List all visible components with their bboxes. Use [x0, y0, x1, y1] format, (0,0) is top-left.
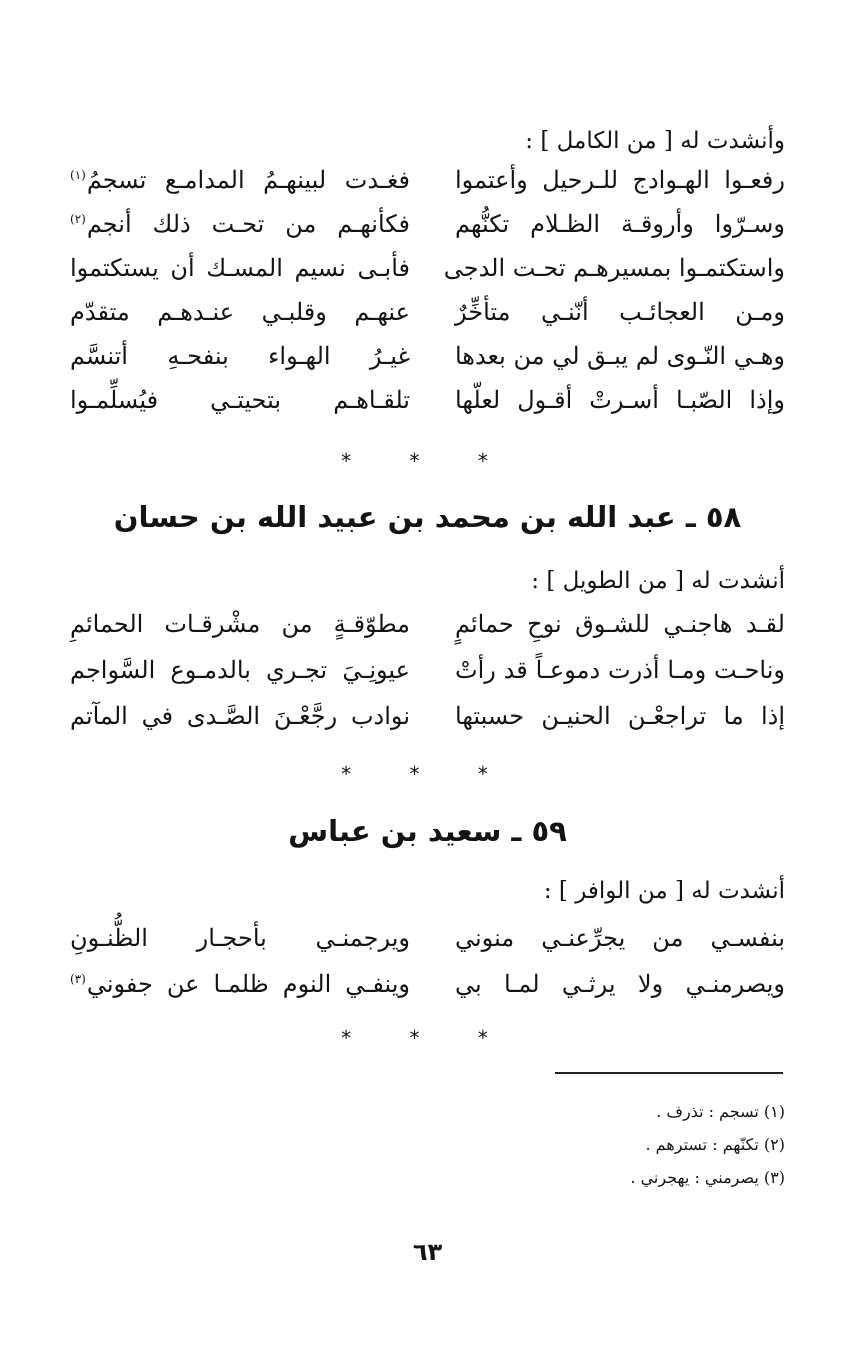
poem-intro: أنشدت له [ من الطويل ] : — [531, 568, 785, 594]
footnote-rule — [555, 1072, 783, 1074]
section-heading: ٥٩ ـ سعيد بن عباس — [288, 814, 567, 848]
verse-first-hemistich: وناحـت ومـا أذرت دموعـاً قد رأتْ — [455, 655, 785, 684]
section-heading: ٥٨ ـ عبد الله بن محمد بن عبيد الله بن حسان — [113, 500, 742, 534]
poem-intro: أنشدت له [ من الوافر ] : — [543, 878, 785, 904]
verse-second-hemistich — [70, 166, 410, 194]
section-separator: * * * — [341, 449, 514, 473]
verse-first-hemistich: إذا ما تراجعْـن الحنيـن حسبتها — [455, 701, 785, 730]
footnote-marker: (٢) — [70, 212, 86, 226]
verse-second-hemistich: عنهـم وقلبـي عنـدهـم متقدّم — [70, 298, 410, 326]
verse-line — [70, 914, 785, 961]
footnote-marker: (١) — [70, 168, 86, 182]
verse-first-hemistich: وهـي النّـوى لم يبـق لي من بعدها — [454, 342, 785, 370]
verse-first-hemistich: رفعـوا الهـوادج للـرحيل وأعتموا — [455, 166, 785, 194]
verse-line — [70, 600, 785, 647]
verse-first-hemistich: وإذا الصّبـا أسـرتْ أقـول لعلّها — [455, 386, 785, 414]
verse-line — [70, 692, 785, 739]
verse-line — [70, 158, 785, 202]
verse-second-hemistich: تلقـاهـم بتحيتـي فيُسلِّمـوا — [70, 386, 410, 414]
section-separator: * * * — [341, 762, 514, 786]
verse-second-hemistich: فأبـى نسيم المسـك أن يستكتموا — [70, 254, 410, 282]
footnote: (١) تسجم : تذرف . — [656, 1102, 785, 1121]
verse-second-hemistich: نوادب رجَّعْـنَ الصَّـدى في المآتم — [70, 701, 410, 730]
verse-second-text: فكأنهـم من تحـت ذلك أنجم — [86, 210, 410, 238]
verse-line — [70, 960, 785, 1007]
footnote: (٣) يصرمني : يهجرني . — [630, 1168, 785, 1187]
page-number: ٦٣ — [412, 1238, 443, 1266]
verse-line — [70, 378, 785, 422]
verse-first-hemistich: بنفسـي من يجرِّعنـي منوني — [455, 923, 785, 952]
verse-second-hemistich: غيـرُ الهـواء بنفحـهِ أتنسَّم — [70, 342, 410, 370]
verse-second-text: وينفـي النوم ظلمـا عن جفوني — [86, 969, 410, 998]
verse-line — [70, 246, 785, 290]
verse-second-hemistich — [70, 210, 410, 238]
verse-first-hemistich: لقـد هاجنـي للشـوق نوحِ حمائمٍ — [455, 609, 785, 638]
verse-line — [70, 290, 785, 334]
verse-second-hemistich — [70, 970, 410, 998]
verse-first-hemistich: ويصرمنـي ولا يرثـي لمـا بي — [455, 969, 785, 998]
footnote-marker: (٣) — [70, 971, 86, 986]
verse-line — [70, 334, 785, 378]
verse-second-hemistich: مطوّقـةٍ من مشْرقـات الحمائمِ — [70, 609, 410, 638]
verse-second-text: فغـدت لبينهـمُ المدامـع تسجمُ — [86, 166, 410, 194]
poem-intro: وأنشدت له [ من الكامل ] : — [525, 128, 785, 154]
verse-first-hemistich: وسـرّوا وأروقـة الظـلام تكنُّهم — [455, 210, 785, 238]
verse-first-hemistich: واستكتمـوا بمسيرهـم تحـت الدجى — [443, 254, 785, 282]
verse-first-hemistich: ومـن العجائـب أنّنـي متأخِّرٌ — [455, 298, 785, 326]
footnote: (٢) تكنّهم : تسترهم . — [645, 1135, 785, 1154]
section-separator: * * * — [341, 1026, 514, 1050]
verse-line — [70, 202, 785, 246]
verse-second-hemistich: ويرجمنـي بأحجـار الظُّنـونِ — [70, 923, 410, 952]
verse-second-hemistich: عيونِـيَ تجـري بالدمـوع السَّواجم — [70, 655, 410, 684]
verse-line — [70, 646, 785, 693]
